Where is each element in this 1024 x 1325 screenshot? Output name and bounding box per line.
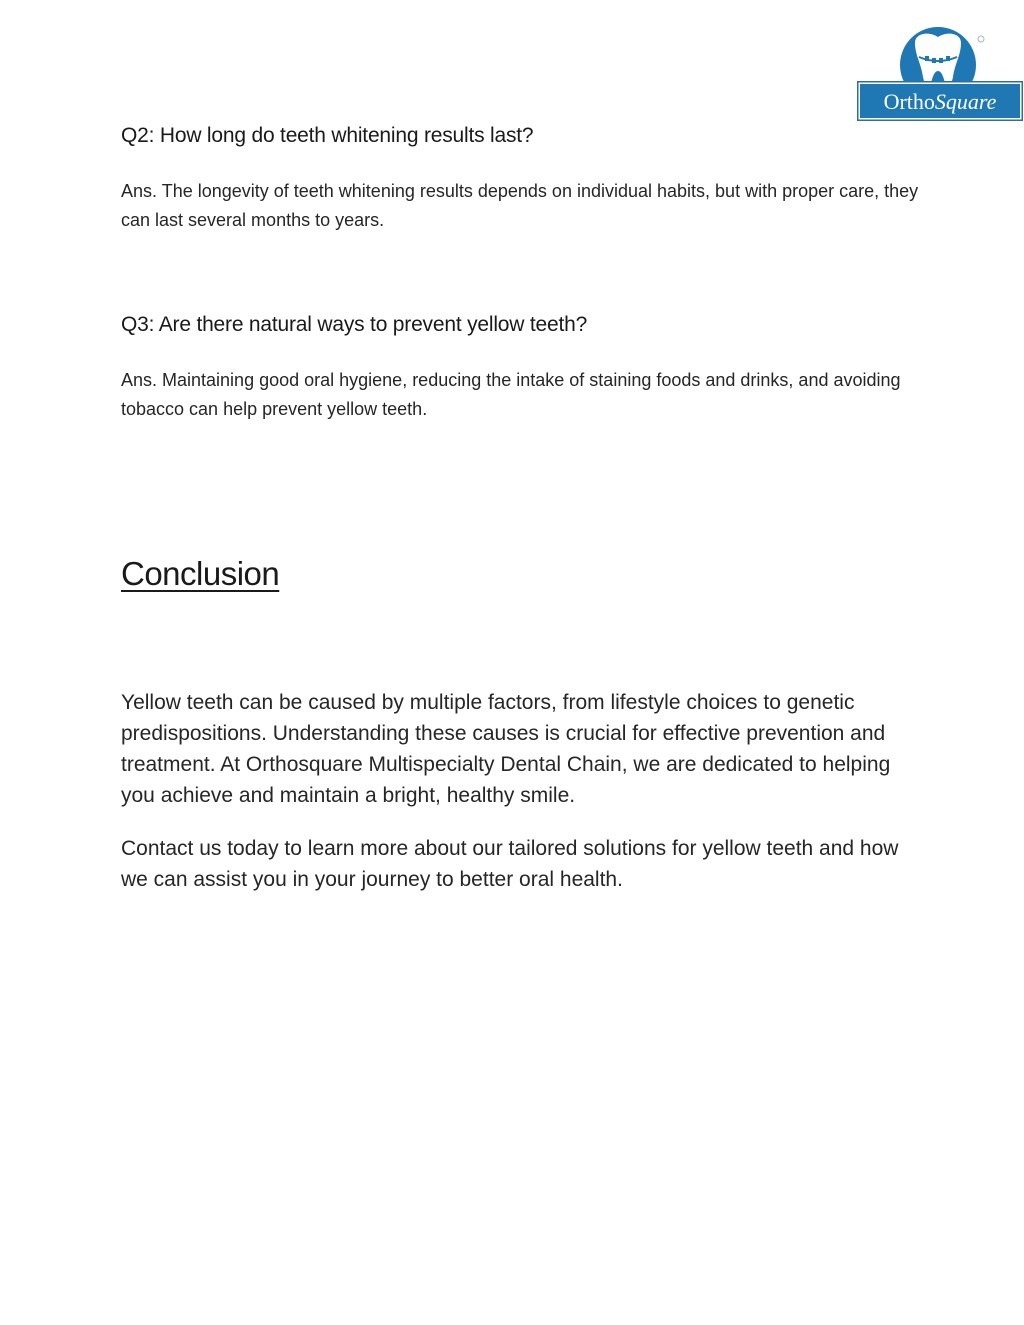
contact-paragraph: Contact us today to learn more about our tailored solutions for yellow teeth and how we can assist you in your journey to better oral health. [121, 837, 899, 891]
faq-question-q3: Q3: Are there natural ways to prevent yellow teeth? [121, 313, 588, 336]
faq-question-q2: Q2: How long do teeth whitening results last? [121, 124, 534, 147]
faq-answer-q3: Ans. Maintaining good oral hygiene, reducing the intake of staining foods and drinks, and avoiding tobacco can help prevent yellow teeth. [121, 370, 901, 419]
conclusion-paragraph: Yellow teeth can be caused by multiple factors, from lifestyle choices to genetic predispositions. Understanding these causes is crucial for effective prevention and treatment. At Orthosquare Multispecialty Dental Chain, we are dedicated to helping you achieve and maintain a bright, healthy smile. [121, 691, 891, 807]
orthosquare-logo [857, 25, 1023, 121]
conclusion-heading: Conclusion [121, 555, 280, 592]
tooth-logo-icon [857, 25, 1023, 121]
faq-answer-q2: Ans. The longevity of teeth whitening results depends on individual habits, but with proper care, they can last several months to years. [121, 181, 919, 230]
brand-name-text: OrthoSquare [883, 89, 997, 114]
